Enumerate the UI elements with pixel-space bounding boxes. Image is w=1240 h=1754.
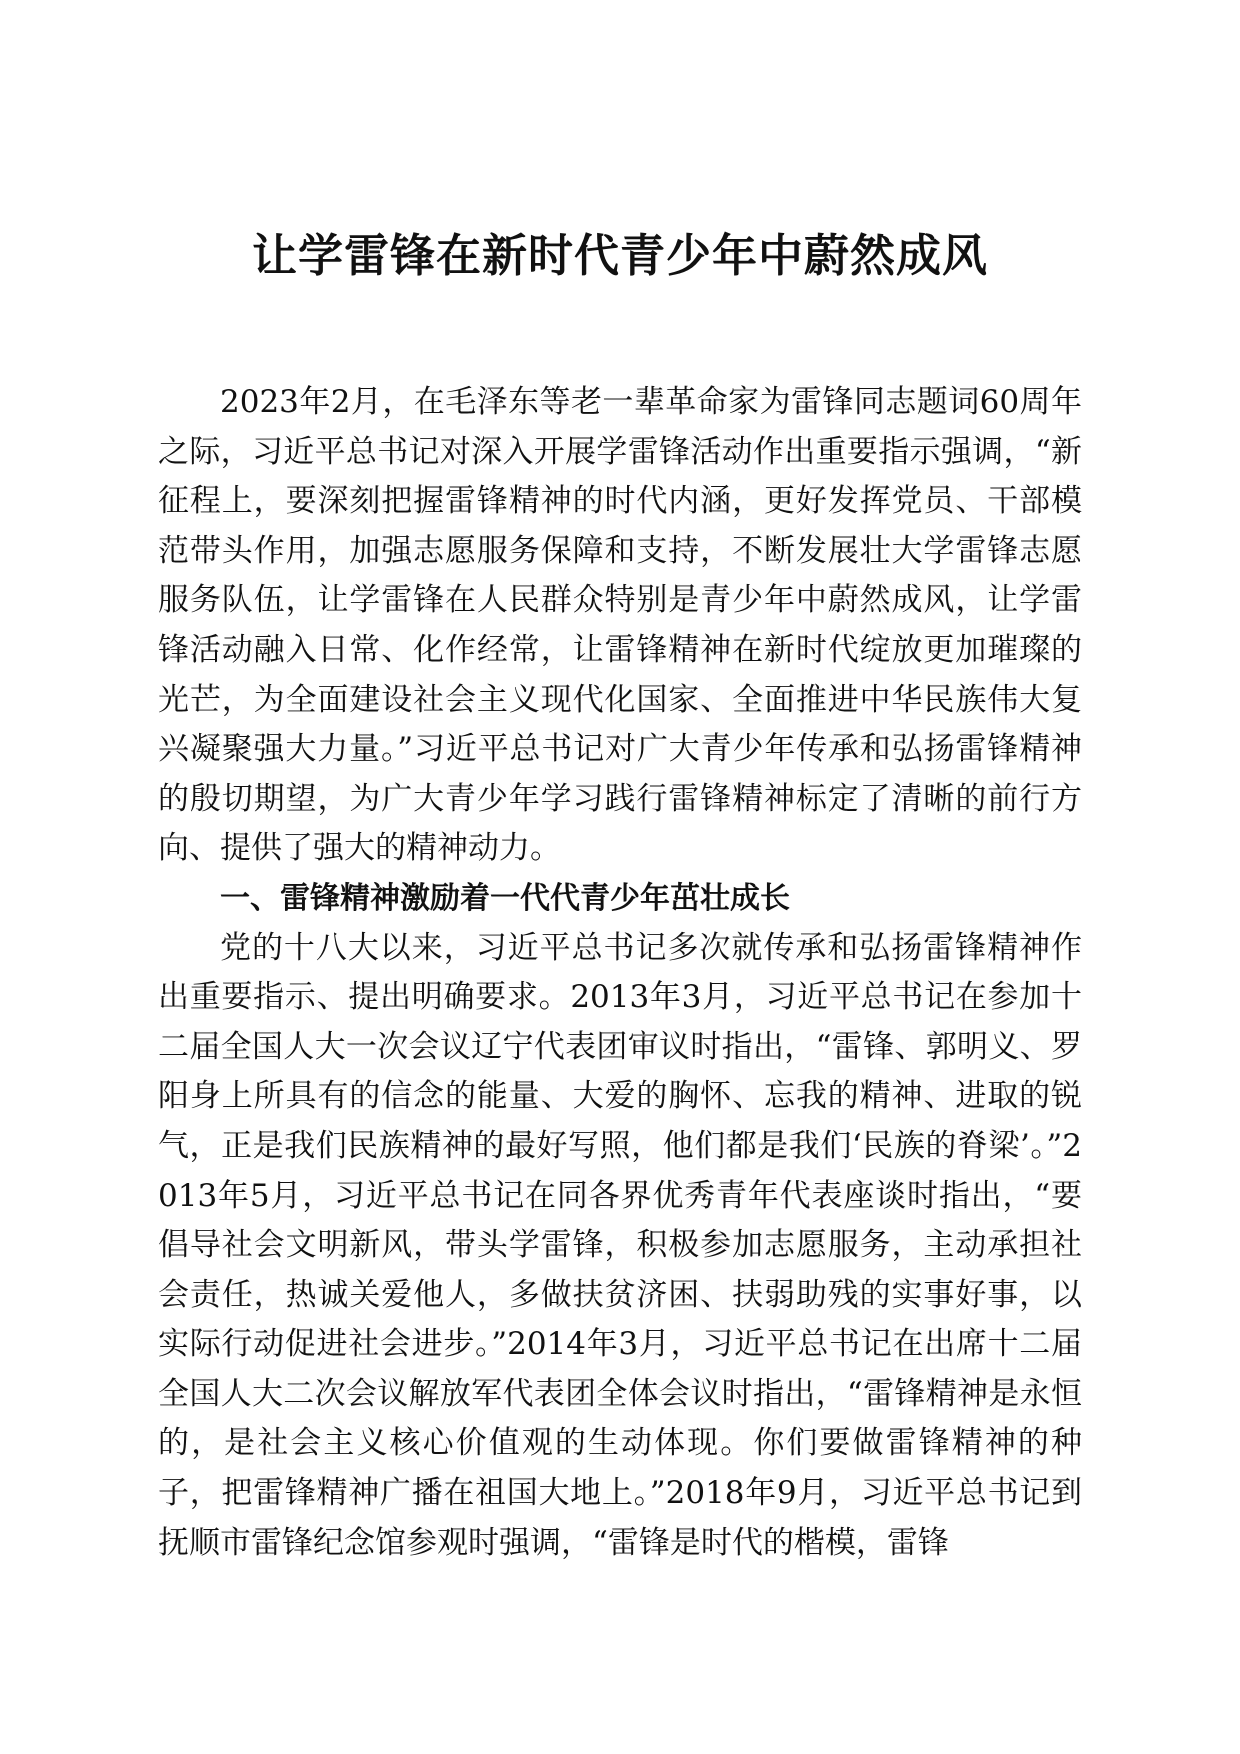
- body-paragraph-intro: 2023年2月，在毛泽东等老一辈革命家为雷锋同志题词60周年之际，习近平总书记对深入开展学雷锋活动作出重要指示强调，“新征程上，要深刻把握雷锋精神的时代内涵，更好发挥党员、干部模范带头作用，加强志愿服务保障和支持，不断发展壮大学雷锋志愿服务队伍，让学雷锋在人民群众特别是青少年中蔚然成风，让学雷锋活动融入日常、化作经常，让雷锋精神在新时代绽放更加璀璨的光芒，为全面建设社会主义现代化国家、全面推进中华民族伟大复兴凝聚强大力量。”习近平总书记对广大青少年传承和弘扬雷锋精神的殷切期望，为广大青少年学习践行雷锋精神标定了清晰的前行方向、提供了强大的精神动力。: [158, 384, 1082, 867]
- document-title: 让学雷锋在新时代青少年中蔚然成风: [251, 229, 988, 282]
- body-paragraph-section-1: 党的十八大以来，习近平总书记多次就传承和弘扬雷锋精神作出重要指示、提出明确要求。2013年3月，习近平总书记在参加十二届全国人大一次会议辽宁代表团审议时指出，“雷锋、郭明义、罗阳身上所具有的信念的能量、大爱的胸怀、忘我的精神、进取的锐气，正是我们民族精神的最好写照，他们都是我们‘民族的脊梁’。”2013年5月，习近平总书记在同各界优秀青年代表座谈时指出，“要倡导社会文明新风，带头学雷锋，积极参加志愿服务，主动承担社会责任，热诚关爱他人，多做扶贫济困、扶弱助残的实事好事，以实际行动促进社会进步。”2014年3月，习近平总书记在出席十二届全国人大二次会议解放军代表团全体会议时指出，“雷锋精神是永恒的，是社会主义核心价值观的生动体现。你们要做雷锋精神的种子，把雷锋精神广播在祖国大地上。”2018年9月，习近平总书记到抚顺市雷锋纪念馆参观时强调，“雷锋是时代的楷模，雷锋: [158, 929, 1082, 1561]
- section-heading: 一、雷锋精神激励着一代代青少年茁壮成长: [220, 880, 790, 916]
- document-body: [158, 378, 1082, 1568]
